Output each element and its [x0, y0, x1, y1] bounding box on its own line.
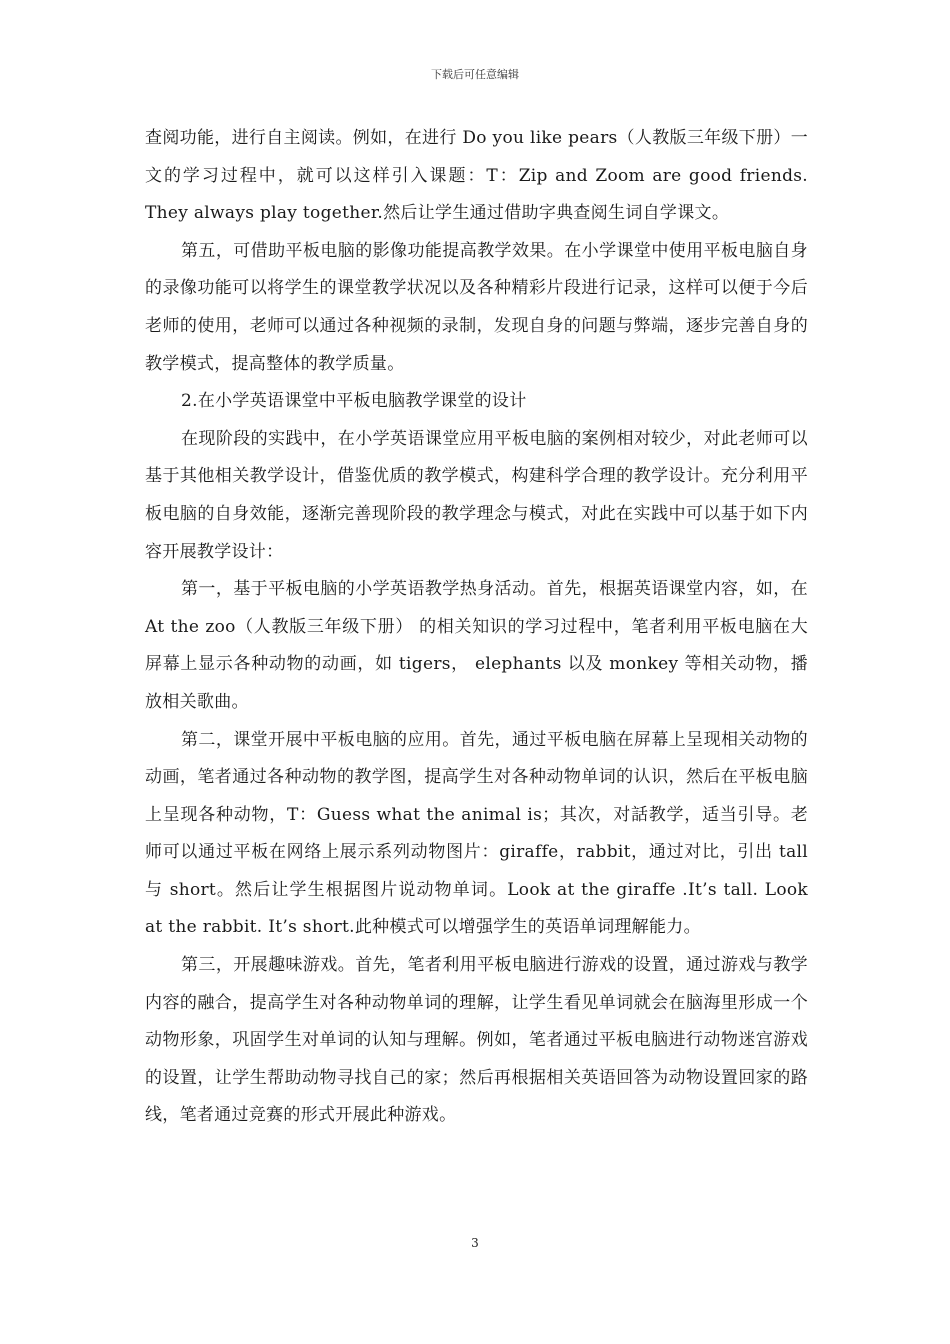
paragraph-continued: 查阅功能，进行自主阅读。例如，在进行 Do you like pears（人教版三年级下册）一文的学习过程中，就可以这样引入课题：T：Zip and Zoom are good friends. They always play together.然后让学生通过借助字典查阅生词自学课文。 — [145, 128, 808, 224]
paragraph-third-point: 第三，开展趣味游戏。首先，笔者利用平板电脑进行游戏的设置，通过游戏与教学内容的融合，提高学生对各种动物单词的理解，让学生看见单词就会在脑海里形成一个动物形象，巩固学生对单词的认知与理解。例如，笔者通过平板电脑进行动物迷宫游戏的设置，让学生帮助动物寻找自己的家；然后再根据相关英语回答为动物设置回家的路线，笔者通过竞赛的形式开展此种游戏。 — [145, 955, 808, 1126]
paragraph-first-point: 第一，基于平板电脑的小学英语教学热身活动。首先，根据英语课堂内容，如，在 At the zoo（人教版三年级下册） 的相关知识的学习过程中，笔者利用平板电脑在大屏幕上显示各种动物的动画，如 tigers， elephants 以及 monkey 等相关动物，播放相关歌曲。 — [145, 579, 808, 712]
paragraph-fifth-point: 第五，可借助平板电脑的影像功能提高教学效果。在小学课堂中使用平板电脑自身的录像功能可以将学生的课堂教学状况以及各种精彩片段进行记录，这样可以便于今后老师的使用，老师可以通过各种视频的录制，发现自身的问题与弊端，逐步完善自身的教学模式，提高整体的教学质量。 — [145, 240, 808, 374]
section-heading: 2.在小学英语课堂中平板电脑教学课堂的设计 — [181, 391, 527, 412]
paragraph-intro: 在现阶段的实践中，在小学英语课堂应用平板电脑的案例相对较少，对此老师可以基于其他相关教学设计，借鉴优质的教学模式，构建科学合理的教学设计。充分利用平板电脑的自身效能，逐渐完善现阶段的教学理念与模式，对此在实践中可以基于如下内容开展教学设计： — [145, 428, 808, 562]
page-number: 3 — [471, 1236, 479, 1250]
paragraph-second-point: 第二，课堂开展中平板电脑的应用。首先，通过平板电脑在屏幕上呈现相关动物的动画，笔者通过各种动物的教学图，提高学生对各种动物单词的认识，然后在平板电脑上呈现各种动物，T：Guess what the animal is；其次，对話教学，适当引导。老师可以通过平板在网络上展示系列动物图片：giraffe，rabbit，通过对比，引出 tall 与 short。然后让学生根据图片说动物单词。Look at the giraffe .It’s tall. Look at the rabbit. It’s short.此种模式可以增强学生的英语单词理解能力。 — [145, 729, 808, 938]
page-header: 下载后可任意编辑 — [431, 68, 519, 81]
document-body — [145, 120, 808, 1135]
